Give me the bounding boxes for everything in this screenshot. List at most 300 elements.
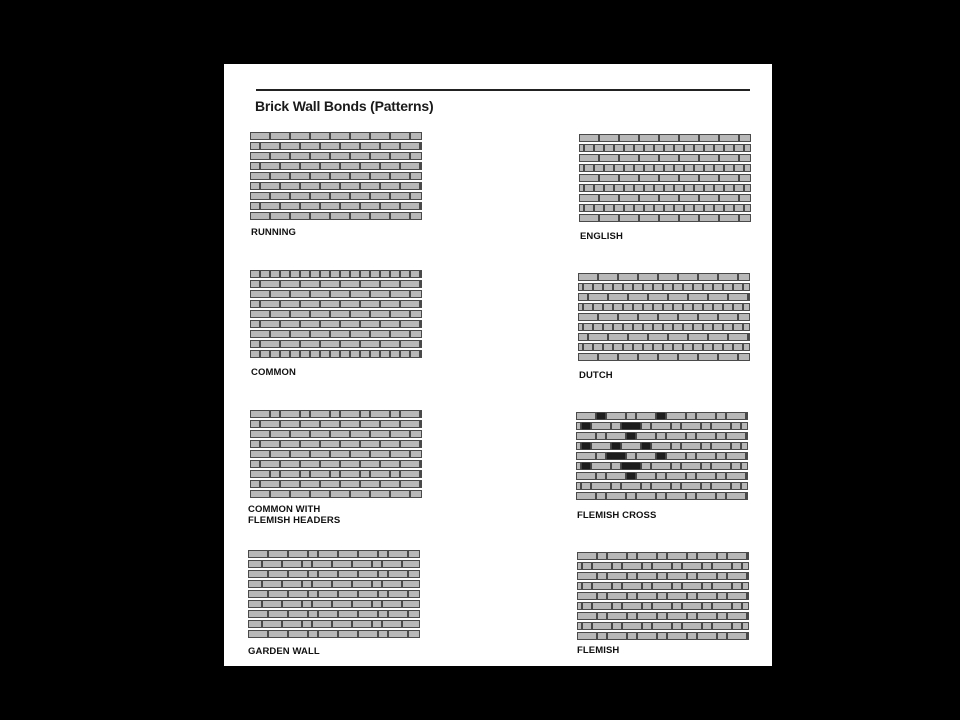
brick bbox=[251, 431, 270, 438]
brick bbox=[714, 324, 723, 331]
brick bbox=[359, 631, 378, 638]
brick bbox=[361, 321, 380, 328]
brick bbox=[715, 185, 724, 192]
brick bbox=[291, 173, 310, 180]
brick bbox=[720, 135, 739, 142]
brick bbox=[639, 314, 658, 321]
brick bbox=[321, 271, 330, 278]
brick bbox=[695, 165, 704, 172]
brick bbox=[309, 551, 318, 558]
brick bbox=[391, 213, 410, 220]
brick bbox=[660, 155, 679, 162]
brick bbox=[391, 193, 410, 200]
brick bbox=[371, 193, 390, 200]
bond-diagram-flemish bbox=[577, 552, 749, 642]
brick bbox=[749, 334, 750, 341]
brick bbox=[698, 573, 717, 580]
brick bbox=[694, 344, 703, 351]
brick bbox=[638, 613, 657, 620]
brick bbox=[283, 561, 302, 568]
brick bbox=[598, 553, 607, 560]
brick bbox=[624, 324, 633, 331]
brick bbox=[371, 451, 390, 458]
brick bbox=[579, 284, 583, 291]
brick bbox=[353, 621, 372, 628]
brick bbox=[584, 304, 593, 311]
brick bbox=[577, 443, 581, 450]
brick bbox=[281, 411, 300, 418]
brick bbox=[249, 631, 268, 638]
brick bbox=[421, 441, 422, 448]
brick bbox=[283, 621, 302, 628]
brick bbox=[635, 145, 644, 152]
brick bbox=[391, 431, 410, 438]
brick bbox=[401, 421, 420, 428]
brick bbox=[644, 344, 653, 351]
brick bbox=[321, 461, 340, 468]
brick bbox=[685, 205, 694, 212]
brick bbox=[331, 271, 340, 278]
brick bbox=[704, 324, 713, 331]
brick bbox=[261, 351, 270, 358]
brick bbox=[321, 421, 340, 428]
brick bbox=[411, 351, 420, 358]
brick bbox=[604, 304, 613, 311]
brick bbox=[409, 631, 420, 638]
brick bbox=[729, 294, 748, 301]
brick bbox=[705, 165, 714, 172]
brick bbox=[743, 583, 749, 590]
brick bbox=[645, 205, 654, 212]
brick bbox=[712, 463, 731, 470]
brick bbox=[685, 165, 694, 172]
brick bbox=[624, 304, 633, 311]
brick bbox=[331, 213, 350, 220]
brick bbox=[697, 473, 716, 480]
brick bbox=[291, 311, 310, 318]
brick bbox=[613, 603, 622, 610]
brick bbox=[389, 571, 408, 578]
brick bbox=[401, 321, 420, 328]
brick bbox=[391, 173, 410, 180]
brick bbox=[634, 304, 643, 311]
brick bbox=[251, 193, 270, 200]
brick bbox=[251, 281, 260, 288]
brick bbox=[251, 173, 270, 180]
brick bbox=[351, 351, 360, 358]
brick bbox=[665, 165, 674, 172]
brick bbox=[725, 185, 734, 192]
brick bbox=[351, 291, 370, 298]
brick bbox=[401, 441, 420, 448]
brick bbox=[361, 281, 380, 288]
brick bbox=[577, 473, 596, 480]
brick bbox=[667, 413, 686, 420]
brick bbox=[629, 294, 648, 301]
brick bbox=[698, 593, 717, 600]
bond-diagram-garden-wall bbox=[248, 550, 420, 640]
brick bbox=[341, 421, 360, 428]
brick bbox=[361, 301, 380, 308]
brick bbox=[339, 631, 358, 638]
brick bbox=[281, 421, 300, 428]
brick bbox=[675, 165, 684, 172]
brick bbox=[640, 155, 659, 162]
brick bbox=[660, 175, 679, 182]
brick bbox=[251, 203, 260, 210]
brick bbox=[702, 423, 711, 430]
brick bbox=[628, 633, 637, 640]
brick bbox=[729, 334, 748, 341]
brick bbox=[657, 473, 666, 480]
brick bbox=[638, 633, 657, 640]
brick bbox=[271, 213, 290, 220]
brick bbox=[584, 284, 593, 291]
brick bbox=[341, 321, 360, 328]
brick bbox=[654, 324, 663, 331]
brick bbox=[351, 331, 370, 338]
brick bbox=[607, 433, 626, 440]
brick bbox=[679, 354, 698, 361]
brick bbox=[577, 413, 596, 420]
brick bbox=[658, 553, 667, 560]
brick bbox=[739, 354, 750, 361]
brick bbox=[271, 491, 290, 498]
brick bbox=[309, 591, 318, 598]
brick bbox=[664, 324, 673, 331]
brick bbox=[627, 493, 636, 500]
brick bbox=[251, 441, 260, 448]
brick bbox=[351, 311, 370, 318]
brick bbox=[624, 284, 633, 291]
brick bbox=[615, 185, 624, 192]
brick bbox=[634, 284, 643, 291]
brick bbox=[281, 203, 300, 210]
brick bbox=[702, 483, 711, 490]
brick bbox=[263, 601, 282, 608]
brick bbox=[281, 481, 300, 488]
brick bbox=[403, 601, 420, 608]
dark-brick bbox=[642, 443, 651, 450]
brick bbox=[580, 145, 584, 152]
brick bbox=[359, 591, 378, 598]
brick bbox=[401, 411, 420, 418]
brick bbox=[665, 185, 674, 192]
brick bbox=[732, 443, 741, 450]
brick bbox=[411, 153, 422, 160]
brick bbox=[578, 633, 597, 640]
brick bbox=[381, 341, 400, 348]
brick bbox=[619, 354, 638, 361]
brick bbox=[732, 423, 741, 430]
brick bbox=[341, 143, 360, 150]
dark-brick bbox=[612, 443, 621, 450]
brick bbox=[579, 304, 583, 311]
brick bbox=[620, 155, 639, 162]
brick bbox=[704, 344, 713, 351]
brick bbox=[389, 611, 408, 618]
brick bbox=[391, 331, 410, 338]
brick bbox=[389, 551, 408, 558]
brick bbox=[269, 551, 288, 558]
brick bbox=[740, 195, 751, 202]
brick bbox=[615, 145, 624, 152]
brick bbox=[251, 163, 260, 170]
brick bbox=[291, 271, 300, 278]
brick bbox=[724, 344, 733, 351]
brick bbox=[301, 441, 320, 448]
brick bbox=[607, 473, 626, 480]
brick bbox=[341, 411, 360, 418]
brick bbox=[740, 215, 751, 222]
brick bbox=[735, 205, 744, 212]
brick bbox=[411, 173, 422, 180]
brick bbox=[321, 203, 340, 210]
brick bbox=[667, 473, 686, 480]
brick bbox=[271, 133, 290, 140]
brick bbox=[639, 354, 658, 361]
brick bbox=[613, 583, 622, 590]
brick bbox=[683, 623, 702, 630]
brick bbox=[727, 493, 746, 500]
bond-diagram-running bbox=[250, 132, 422, 220]
brick bbox=[269, 591, 288, 598]
brick bbox=[713, 563, 732, 570]
brick bbox=[740, 155, 751, 162]
brick bbox=[251, 311, 270, 318]
brick bbox=[728, 593, 747, 600]
brick bbox=[622, 483, 641, 490]
brick bbox=[401, 341, 420, 348]
brick bbox=[251, 321, 260, 328]
brick bbox=[697, 413, 716, 420]
brick bbox=[311, 291, 330, 298]
brick bbox=[311, 331, 330, 338]
brick bbox=[301, 143, 320, 150]
brick bbox=[620, 175, 639, 182]
brick bbox=[261, 163, 280, 170]
brick bbox=[301, 301, 320, 308]
brick bbox=[718, 633, 727, 640]
brick bbox=[311, 271, 320, 278]
dark-brick bbox=[657, 413, 666, 420]
brick bbox=[251, 183, 260, 190]
brick bbox=[411, 431, 422, 438]
brick bbox=[612, 483, 621, 490]
brick bbox=[331, 451, 350, 458]
brick bbox=[672, 443, 681, 450]
brick bbox=[609, 294, 628, 301]
brick bbox=[261, 421, 280, 428]
brick bbox=[311, 431, 330, 438]
brick bbox=[251, 301, 260, 308]
brick bbox=[635, 205, 644, 212]
brick bbox=[403, 581, 420, 588]
brick bbox=[359, 611, 378, 618]
brick bbox=[719, 314, 738, 321]
brick bbox=[702, 443, 711, 450]
brick bbox=[592, 483, 611, 490]
brick bbox=[383, 581, 402, 588]
brick bbox=[351, 271, 360, 278]
brick bbox=[579, 294, 588, 301]
brick bbox=[700, 155, 719, 162]
brick bbox=[594, 344, 603, 351]
brick bbox=[728, 613, 747, 620]
brick bbox=[249, 561, 262, 568]
brick bbox=[281, 183, 300, 190]
brick bbox=[331, 411, 340, 418]
brick bbox=[698, 633, 717, 640]
brick bbox=[579, 354, 598, 361]
brick bbox=[271, 153, 290, 160]
brick bbox=[311, 411, 330, 418]
brick bbox=[584, 344, 593, 351]
brick bbox=[638, 553, 657, 560]
brick bbox=[623, 623, 642, 630]
brick bbox=[289, 551, 308, 558]
brick bbox=[361, 341, 380, 348]
brick bbox=[271, 411, 280, 418]
brick bbox=[649, 294, 668, 301]
brick bbox=[672, 423, 681, 430]
bond-diagram-common bbox=[250, 270, 422, 360]
brick bbox=[580, 205, 584, 212]
brick bbox=[411, 451, 422, 458]
brick bbox=[361, 271, 370, 278]
brick bbox=[642, 463, 651, 470]
brick bbox=[653, 563, 672, 570]
brick bbox=[301, 411, 310, 418]
brick bbox=[625, 145, 634, 152]
brick bbox=[301, 321, 320, 328]
brick bbox=[598, 573, 607, 580]
brick bbox=[391, 471, 400, 478]
brick bbox=[709, 294, 728, 301]
brick bbox=[251, 421, 260, 428]
brick bbox=[724, 284, 733, 291]
brick bbox=[251, 271, 260, 278]
flemish-cross-bond-pattern bbox=[576, 412, 748, 502]
brick bbox=[717, 413, 726, 420]
brick bbox=[379, 611, 388, 618]
brick bbox=[381, 481, 400, 488]
brick bbox=[732, 463, 741, 470]
brick bbox=[321, 301, 340, 308]
brick bbox=[311, 311, 330, 318]
brick bbox=[674, 344, 683, 351]
bond-label-dutch: DUTCH bbox=[579, 370, 613, 381]
bond-diagram-dutch bbox=[578, 273, 750, 363]
brick bbox=[589, 334, 608, 341]
brick bbox=[637, 453, 656, 460]
brick bbox=[745, 205, 751, 212]
brick bbox=[409, 611, 420, 618]
brick bbox=[271, 173, 290, 180]
brick bbox=[655, 205, 664, 212]
brick bbox=[271, 291, 290, 298]
brick bbox=[600, 135, 619, 142]
brick bbox=[281, 301, 300, 308]
brick bbox=[659, 354, 678, 361]
brick bbox=[653, 623, 672, 630]
brick bbox=[269, 631, 288, 638]
brick bbox=[694, 324, 703, 331]
brick bbox=[379, 551, 388, 558]
brick bbox=[742, 423, 748, 430]
brick bbox=[724, 324, 733, 331]
brick bbox=[607, 493, 626, 500]
brick bbox=[389, 631, 408, 638]
brick bbox=[371, 291, 390, 298]
brick bbox=[680, 155, 699, 162]
brick bbox=[583, 563, 592, 570]
brick bbox=[331, 133, 350, 140]
brick bbox=[717, 433, 726, 440]
brick bbox=[361, 163, 380, 170]
brick bbox=[421, 183, 422, 190]
brick bbox=[283, 601, 302, 608]
brick bbox=[680, 175, 699, 182]
brick bbox=[725, 145, 734, 152]
brick bbox=[341, 183, 360, 190]
brick bbox=[669, 294, 688, 301]
brick bbox=[261, 481, 280, 488]
brick bbox=[739, 314, 750, 321]
brick bbox=[409, 591, 420, 598]
brick bbox=[697, 453, 716, 460]
brick bbox=[381, 421, 400, 428]
brick bbox=[643, 563, 652, 570]
brick bbox=[733, 603, 742, 610]
brick bbox=[580, 165, 584, 172]
brick bbox=[381, 143, 400, 150]
brick bbox=[742, 483, 748, 490]
brick bbox=[251, 481, 260, 488]
brick bbox=[628, 573, 637, 580]
brick bbox=[321, 143, 340, 150]
brick bbox=[301, 163, 320, 170]
brick bbox=[271, 271, 280, 278]
brick bbox=[331, 153, 350, 160]
brick bbox=[732, 483, 741, 490]
brick bbox=[577, 463, 581, 470]
brick bbox=[585, 185, 594, 192]
brick bbox=[674, 324, 683, 331]
brick bbox=[401, 481, 420, 488]
brick bbox=[263, 621, 282, 628]
brick bbox=[658, 573, 667, 580]
brick bbox=[718, 613, 727, 620]
brick bbox=[579, 274, 598, 281]
brick bbox=[391, 411, 400, 418]
brick bbox=[712, 423, 731, 430]
brick bbox=[577, 433, 596, 440]
brick bbox=[597, 493, 606, 500]
brick bbox=[341, 481, 360, 488]
brick bbox=[291, 431, 310, 438]
brick bbox=[734, 324, 743, 331]
brick bbox=[713, 623, 732, 630]
brick bbox=[589, 294, 608, 301]
brick bbox=[251, 491, 270, 498]
brick bbox=[251, 153, 270, 160]
brick bbox=[341, 203, 360, 210]
brick bbox=[331, 291, 350, 298]
brick bbox=[379, 571, 388, 578]
brick bbox=[619, 274, 638, 281]
brick bbox=[403, 561, 420, 568]
